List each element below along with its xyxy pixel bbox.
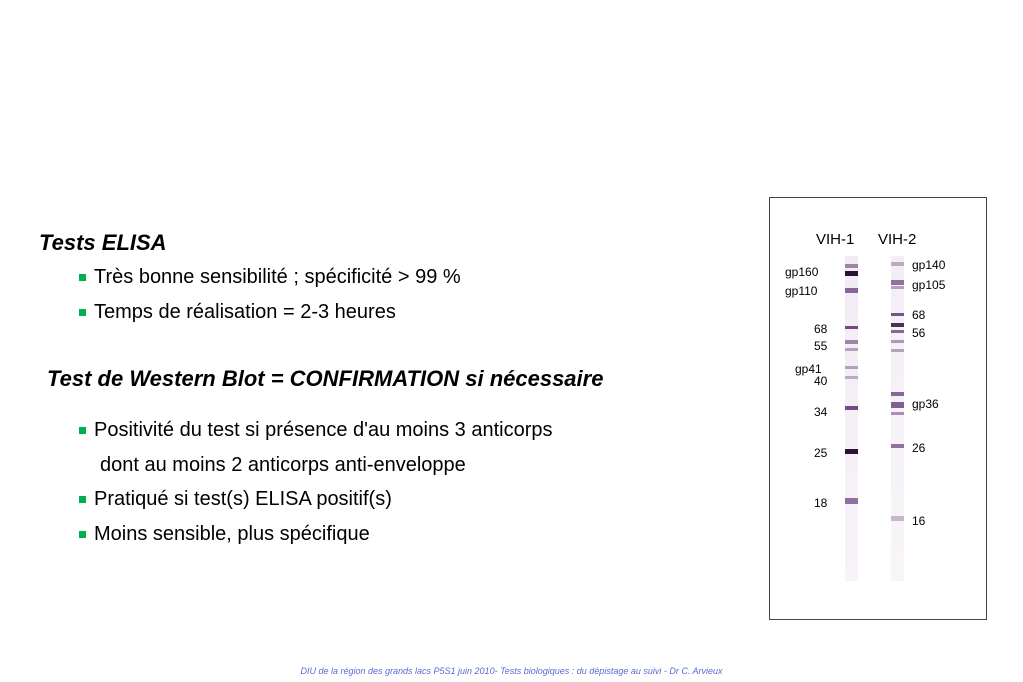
vih2-strip — [891, 256, 904, 581]
western-bullet-practice — [79, 488, 392, 511]
bullet-square-icon — [79, 309, 86, 316]
elisa-heading: Tests ELISA — [39, 230, 167, 255]
western-heading: Test de Western Blot = CONFIRMATION si nécessaire — [47, 366, 604, 391]
lane1-label: 40 — [814, 374, 828, 388]
elisa-bullet-duration — [79, 301, 396, 324]
western-bullet-continuation: dont au moins 2 anticorps anti-enveloppe — [100, 454, 466, 476]
lane1-label: 68 — [814, 322, 828, 336]
bullet-square-icon — [79, 496, 86, 503]
lane2-label: 68 — [912, 308, 926, 322]
lane1-label: 25 — [814, 446, 828, 460]
footer-text: DIU de la région des grands lacs P5S1 juin 2010- Tests biologiques : du dépistage au suivi - Dr C. Arvieux — [300, 666, 723, 676]
lane2-label: 56 — [912, 326, 926, 340]
lane2-label: 16 — [912, 514, 926, 528]
elisa-bullet-text: Temps de réalisation = 2-3 heures — [94, 301, 396, 323]
lane2-label: gp105 — [912, 278, 946, 292]
western-bullet-text: Pratiqué si test(s) ELISA positif(s) — [94, 488, 392, 510]
elisa-bullet-text: Très bonne sensibilité ; spécificité > 99 % — [94, 266, 461, 288]
western-blot-image — [769, 197, 987, 620]
lane-title-vih1: VIH-1 — [816, 231, 855, 248]
western-bullet-text: Moins sensible, plus spécifique — [94, 523, 370, 545]
western-bullet-positivity — [79, 419, 553, 442]
bullet-square-icon — [79, 274, 86, 281]
lane1-label: 18 — [814, 496, 828, 510]
lane1-label: gp110 — [785, 284, 818, 298]
bullet-square-icon — [79, 427, 86, 434]
lane2-label: 26 — [912, 441, 926, 455]
western-bullet-sensitivity — [79, 523, 370, 546]
vih1-strip — [845, 256, 858, 581]
western-bullet-text: Positivité du test si présence d'au moins 3 anticorps — [94, 419, 553, 441]
bullet-square-icon — [79, 531, 86, 538]
elisa-bullet-sensitivity — [79, 266, 461, 289]
lane2-label: gp140 — [912, 258, 946, 272]
lane1-label: 34 — [814, 405, 828, 419]
lane2-label: gp36 — [912, 397, 939, 411]
lane-title-vih2: VIH-2 — [878, 231, 917, 248]
lane1-label: gp160 — [785, 265, 819, 279]
lane1-label: 55 — [814, 339, 828, 353]
lane1-label: gp41 — [795, 362, 822, 376]
